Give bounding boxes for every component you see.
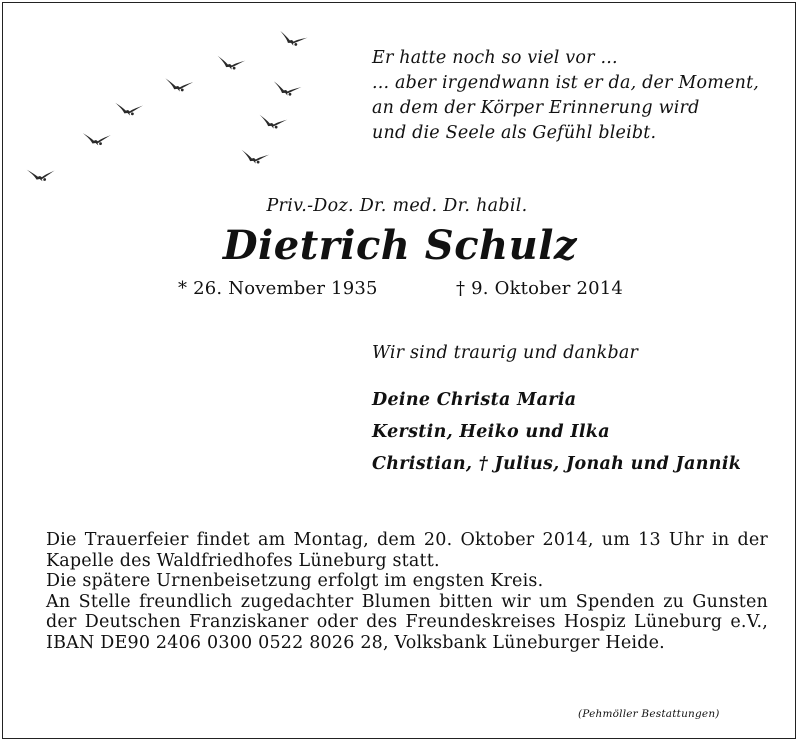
notice-line: IBAN DE90 2406 0300 0522 8026 28, Volksbank Lüneburger Heide. [46,632,665,653]
mourner-name: Christian, † Julius, Jonah und Jannik [372,454,742,474]
mourner-name: Kerstin, Heiko und Ilka [372,422,610,442]
mourners-intro: Wir sind traurig und dankbar [372,343,639,363]
notice-line: der Deutschen Franziskaner oder des Freundeskreises Hospiz Lüneburg e.V., [46,612,768,632]
academic-title-text: Priv.-Doz. Dr. med. Dr. habil. [266,196,528,216]
notice-line: Die spätere Urnenbeisetzung erfolgt im engsten Kreis. [46,571,544,591]
academic-title [0,196,800,216]
mourner-name: Deine Christa Maria [372,390,577,410]
poem-line: an dem der Körper Erinnerung wird [372,98,700,118]
notice-line: An Stelle freundlich zugedachter Blumen bitten wir um Spenden zu Gunsten [46,591,768,612]
notice-line: Kapelle des Waldfriedhofes Lüneburg statt. [46,550,440,571]
death-date: † 9. Oktober 2014 [456,278,624,299]
notice-line: Die Trauerfeier findet am Montag, dem 20. Oktober 2014, um 13 Uhr in der [46,530,768,550]
poem-line: und die Seele als Gefühl bleibt. [372,123,657,143]
birth-date: * 26. November 1935 [178,278,378,299]
undertaker-credit: (Pehmöller Bestattungen) [578,708,720,720]
poem-line: Er hatte noch so viel vor ... [372,48,618,68]
mourners-list [372,384,741,480]
funeral-notice [46,530,768,653]
deceased-name: Dietrich Schulz [222,222,578,269]
poem-line: ... aber irgendwann ist er da, der Moment, [372,73,760,93]
poem [372,46,759,146]
flying-birds-icon [20,20,320,195]
